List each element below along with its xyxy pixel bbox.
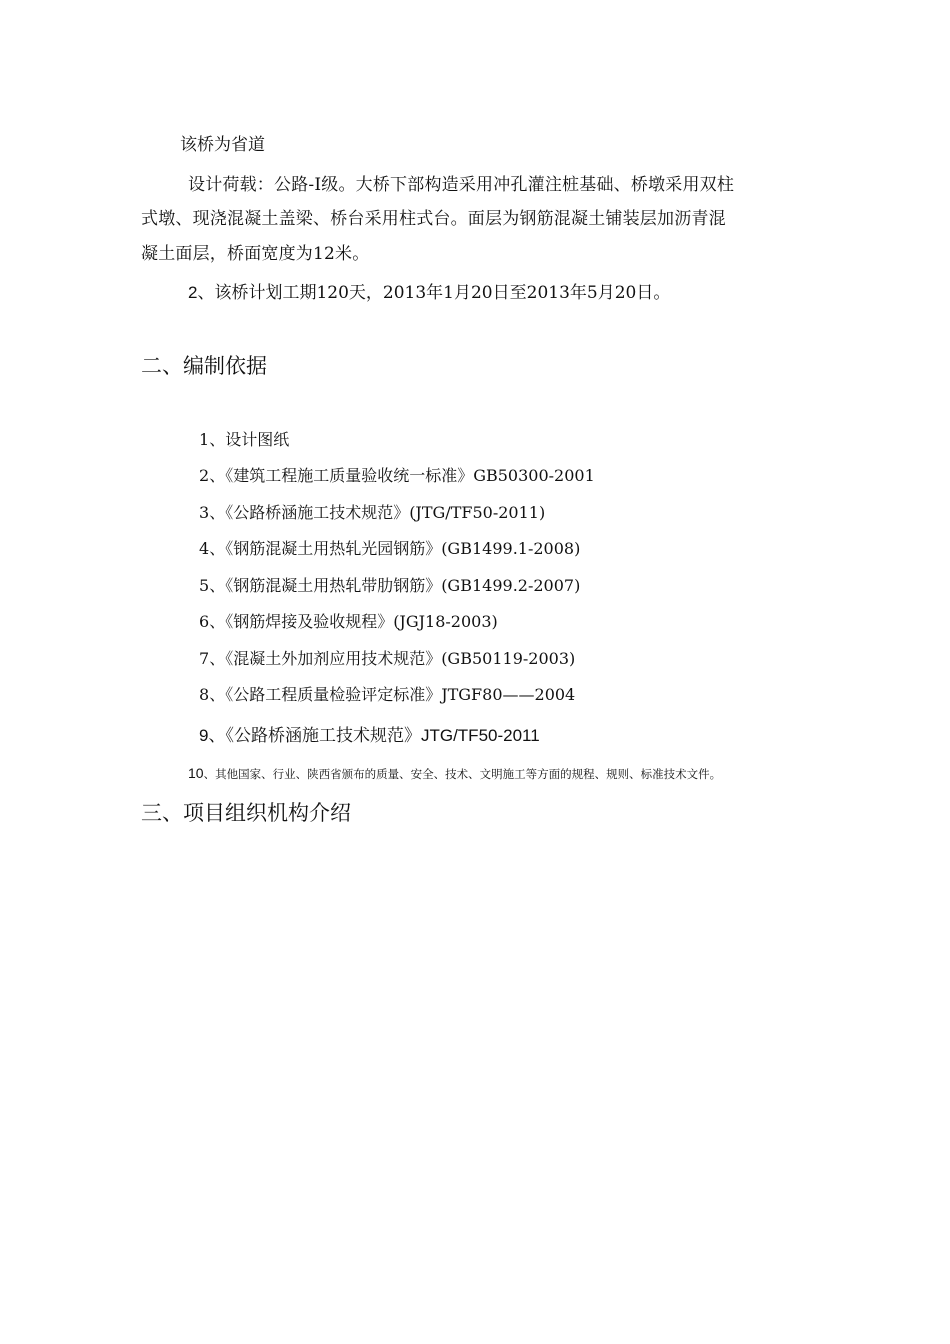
design-load-line-1: 设计荷载：公路-I级。大桥下部构造采用冲孔灌注桩基础、桥墩采用双柱	[188, 175, 735, 195]
reference-item-2: 2、《建筑工程施工质量验收统一标准》GB50300-2001	[199, 466, 595, 485]
reference-item-4: 4、《钢筋混凝土用热轧光园钢筋》(GB1499.1-2008)	[199, 539, 581, 558]
reference-item-10: 10、其他国家、行业、陕西省颁布的质量、安全、技术、文明施工等方面的规程、规则、标准技术文件。	[188, 765, 722, 781]
section-2-title: 二、编制依据	[141, 354, 267, 378]
reference-item-7: 7、《混凝土外加剂应用技术规范》(GB50119-2003)	[199, 649, 576, 668]
reference-item-5: 5、《钢筋混凝土用热轧带肋钢筋》(GB1499.2-2007)	[199, 576, 581, 595]
design-load-line-3: 凝土面层，桥面宽度为12米。	[141, 244, 370, 264]
intro-line: 该桥为省道	[180, 135, 265, 155]
reference-item-3: 3、《公路桥涵施工技术规范》(JTG/TF50-2011)	[199, 503, 546, 522]
reference-item-8: 8、《公路工程质量检验评定标准》JTGF80——2004	[199, 685, 576, 704]
design-load-line-2: 式墩、现浇混凝土盖梁、桥台采用柱式台。面层为钢筋混凝土铺装层加沥青混	[141, 209, 726, 229]
schedule-line	[188, 282, 670, 304]
schedule-number: 2	[188, 283, 198, 302]
reference-item-9: 9、《公路桥涵施工技术规范》JTG/TF50-2011	[199, 726, 540, 745]
reference-item-6: 6、《钢筋焊接及验收规程》(JGJ18-2003)	[199, 612, 498, 631]
schedule-text: 、该桥计划工期120天，2013年1月20日至2013年5月20日。	[197, 283, 671, 303]
section-3-title: 三、项目组织机构介绍	[141, 801, 351, 825]
reference-item-1: 1、设计图纸	[199, 430, 290, 449]
